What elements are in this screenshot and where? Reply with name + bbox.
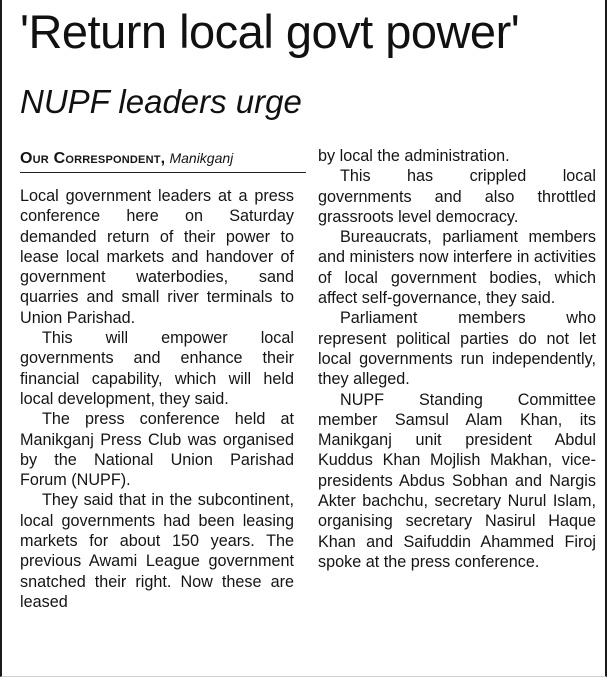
byline-correspondent: Our Correspondent,: [20, 150, 166, 167]
byline-divider: [20, 172, 306, 173]
article-column-2: [318, 146, 596, 572]
paragraph: They said that in the subcontinent, local governments had been leasing markets for about 150 years. The previous Awami League government snatched their right. Now these are leased: [20, 491, 294, 611]
paragraph-continued: by local the administration.: [318, 147, 510, 165]
headline: 'Return local govt power': [20, 5, 520, 58]
subheadline: NUPF leaders urge: [20, 83, 302, 120]
paragraph: The press conference held at Manikganj Press Club was organised by the National Union Parishad Forum (NUPF).: [20, 410, 294, 490]
paragraph: Bureaucrats, parliament members and ministers now interfere in activities of local government bodies, which affect self-governance, they said.: [318, 228, 597, 308]
paragraph: Local government leaders at a press conference here on Saturday demanded return of their power to lease local markets and handover of government waterbodies, sand quarries and small river terminals to Union Parishad.: [20, 187, 294, 327]
paragraph: Parliament members who represent political parties do not let local governments run independently, they alleged.: [318, 309, 596, 389]
paragraph: NUPF Standing Committee member Samsul Alam Khan, its Manikganj unit president Abdul Kuddus Khan Mojlish Makhan, vice-presidents Abdus Sobhan and Nargis Akter bachchu, secretary Nurul Islam, organising secretary Nasirul Haque Khan and Saifuddin Ahammed Firoj spoke at the press conference.: [318, 390, 596, 571]
byline-location: Manikganj: [169, 150, 234, 166]
paragraph: This will empower local governments and enhance their financial capability, which will held local development, they said.: [20, 329, 294, 408]
article-column-1: [20, 186, 294, 612]
byline: [20, 149, 306, 168]
paragraph: This has crippled local governments and also throttled grassroots level democracy.: [318, 167, 596, 226]
